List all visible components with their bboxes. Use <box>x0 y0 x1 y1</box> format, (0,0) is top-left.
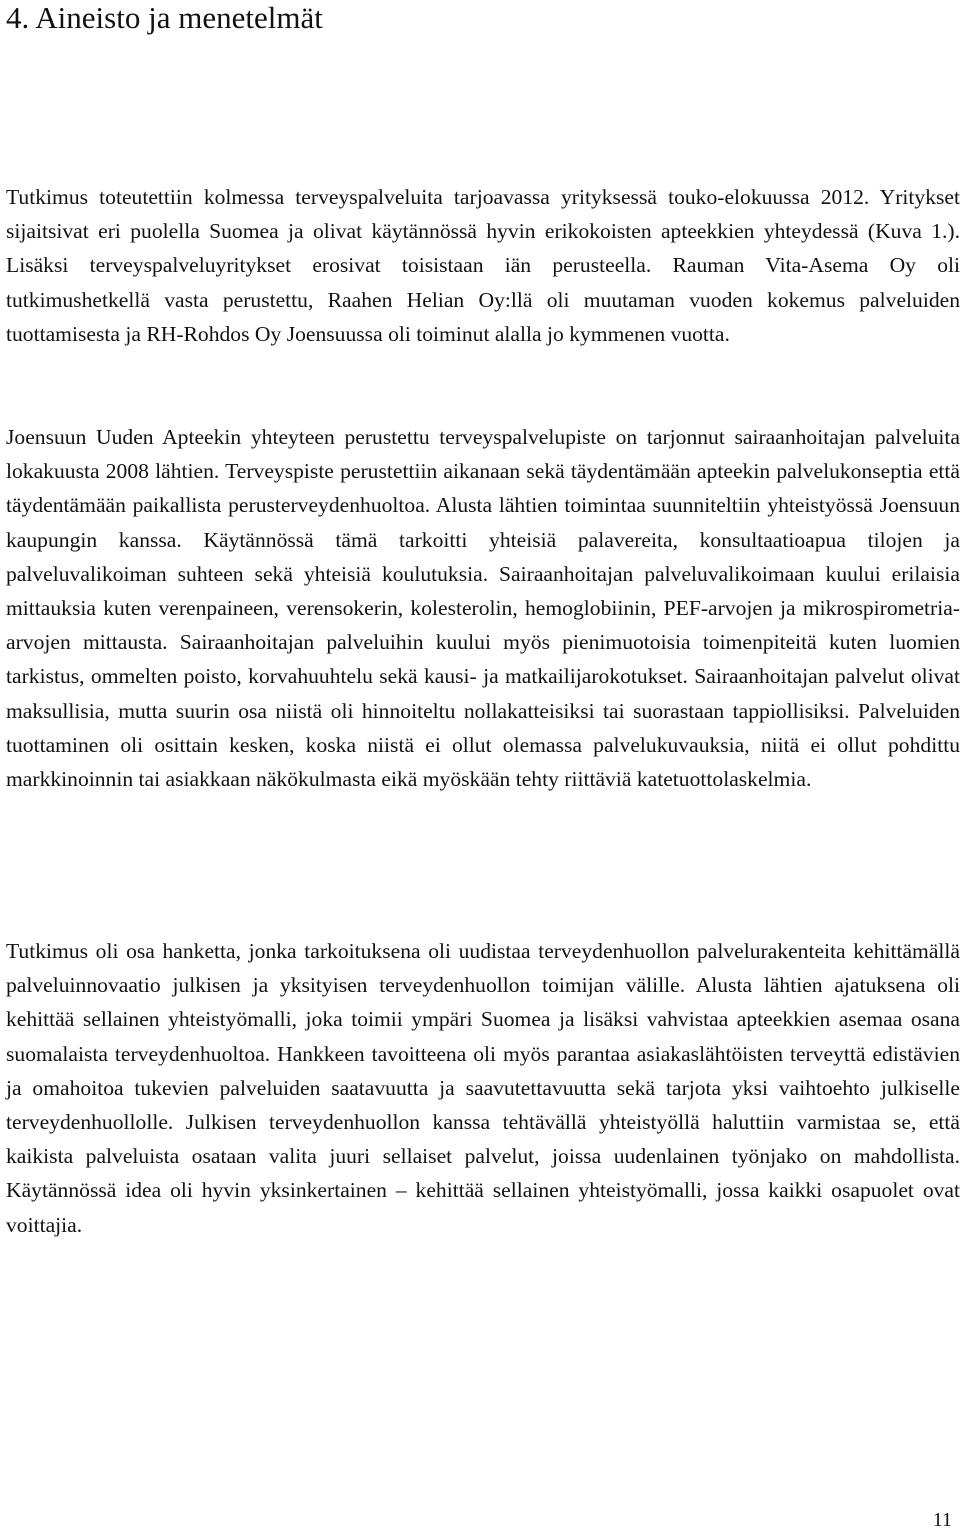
page-number: 11 <box>932 1509 952 1531</box>
section-heading: 4. Aineisto ja menetelmät <box>6 0 323 35</box>
paragraph-project-goals: Tutkimus oli osa hanketta, jonka tarkoituksena oli uudistaa terveydenhuollon palvelurakenteita kehittämällä palveluinnovaatio julkisen ja yksityisen terveydenhuollon toimijan välille. Alusta lähtien ajatuksena oli kehittää sellainen yhteistyömalli, joka toimii ympäri Suomea ja lisäksi vahvistaa apteekkien asemaa osana suomalaista terveydenhuoltoa. Hankkeen tavoitteena oli myös parantaa asiakaslähtöisten terveyttä edistävien ja omahoitoa tukevien palveluiden saatavuutta ja saavutettavuutta sekä tarjota yksi vaihtoehto julkiselle terveydenhuollolle. Julkisen terveydenhuollon kanssa tehtävällä yhteistyöllä haluttiin varmistaa se, että kaikista palveluista osataan valita juuri sellaiset palvelut, joissa uudenlainen työnjako on mahdollista. Käytännössä idea oli hyvin yksinkertainen – kehittää sellainen yhteistyömalli, jossa kaikki osapuolet ovat voittajia. <box>6 939 960 1237</box>
paragraph-study-setting: Tutkimus toteutettiin kolmessa terveyspalveluita tarjoavassa yrityksessä touko-elokuussa 2012. Yritykset sijaitsivat eri puolella Suomea ja olivat käytännössä hyvin erikokoisten apteekkien yhteydessä (Kuva 1.). Lisäksi terveyspalveluyritykset erosivat toisistaan iän perusteella. Rauman Vita-Asema Oy oli tutkimushetkellä vasta perustettu, Raahen Helian Oy:llä oli muutaman vuoden kokemus palveluiden tuottamisesta ja RH-Rohdos Oy Joensuussa oli toiminut alalla jo kymmenen vuotta. <box>6 185 960 346</box>
paragraph-joensuu-health-point: Joensuun Uuden Apteekin yhteyteen perustettu terveyspalvelupiste on tarjonnut sairaanhoitajan palveluita lokakuusta 2008 lähtien. Terveyspiste perustettiin aikanaan sekä täydentämään apteekin palvelukonseptia että täydentämään paikallista perusterveydenhuoltoa. Alusta lähtien toimintaa suunniteltiin yhteistyössä Joensuun kaupungin kanssa. Käytännössä tämä tarkoitti yhteisiä palavereita, konsultaatioapua tilojen ja palveluvalikoiman suhteen sekä yhteisiä koulutuksia. Sairaanhoitajan palveluvalikoimaan kuului erilaisia mittauksia kuten verenpaineen, verensokerin, kolesterolin, hemoglobiinin, PEF-arvojen ja mikrospirometria-arvojen mittausta. Sairaanhoitajan palveluihin kuului myös pienimuotoisia toimenpiteitä kuten luomien tarkistus, ommelten poisto, korvahuuhtelu sekä kausi- ja matkailijarokotukset. Sairaanhoitajan palvelut olivat maksullisia, mutta suurin osa niistä oli hinnoiteltu nollakatteisiksi tai suorastaan tappiollisiksi. Palveluiden tuottaminen oli osittain kesken, koska niistä ei ollut olemassa palvelukuvauksia, niitä ei ollut pohdittu markkinoinnin tai asiakkaan näkökulmasta eikä myöskään tehty riittäviä katetuottolaskelmia. <box>6 425 960 792</box>
